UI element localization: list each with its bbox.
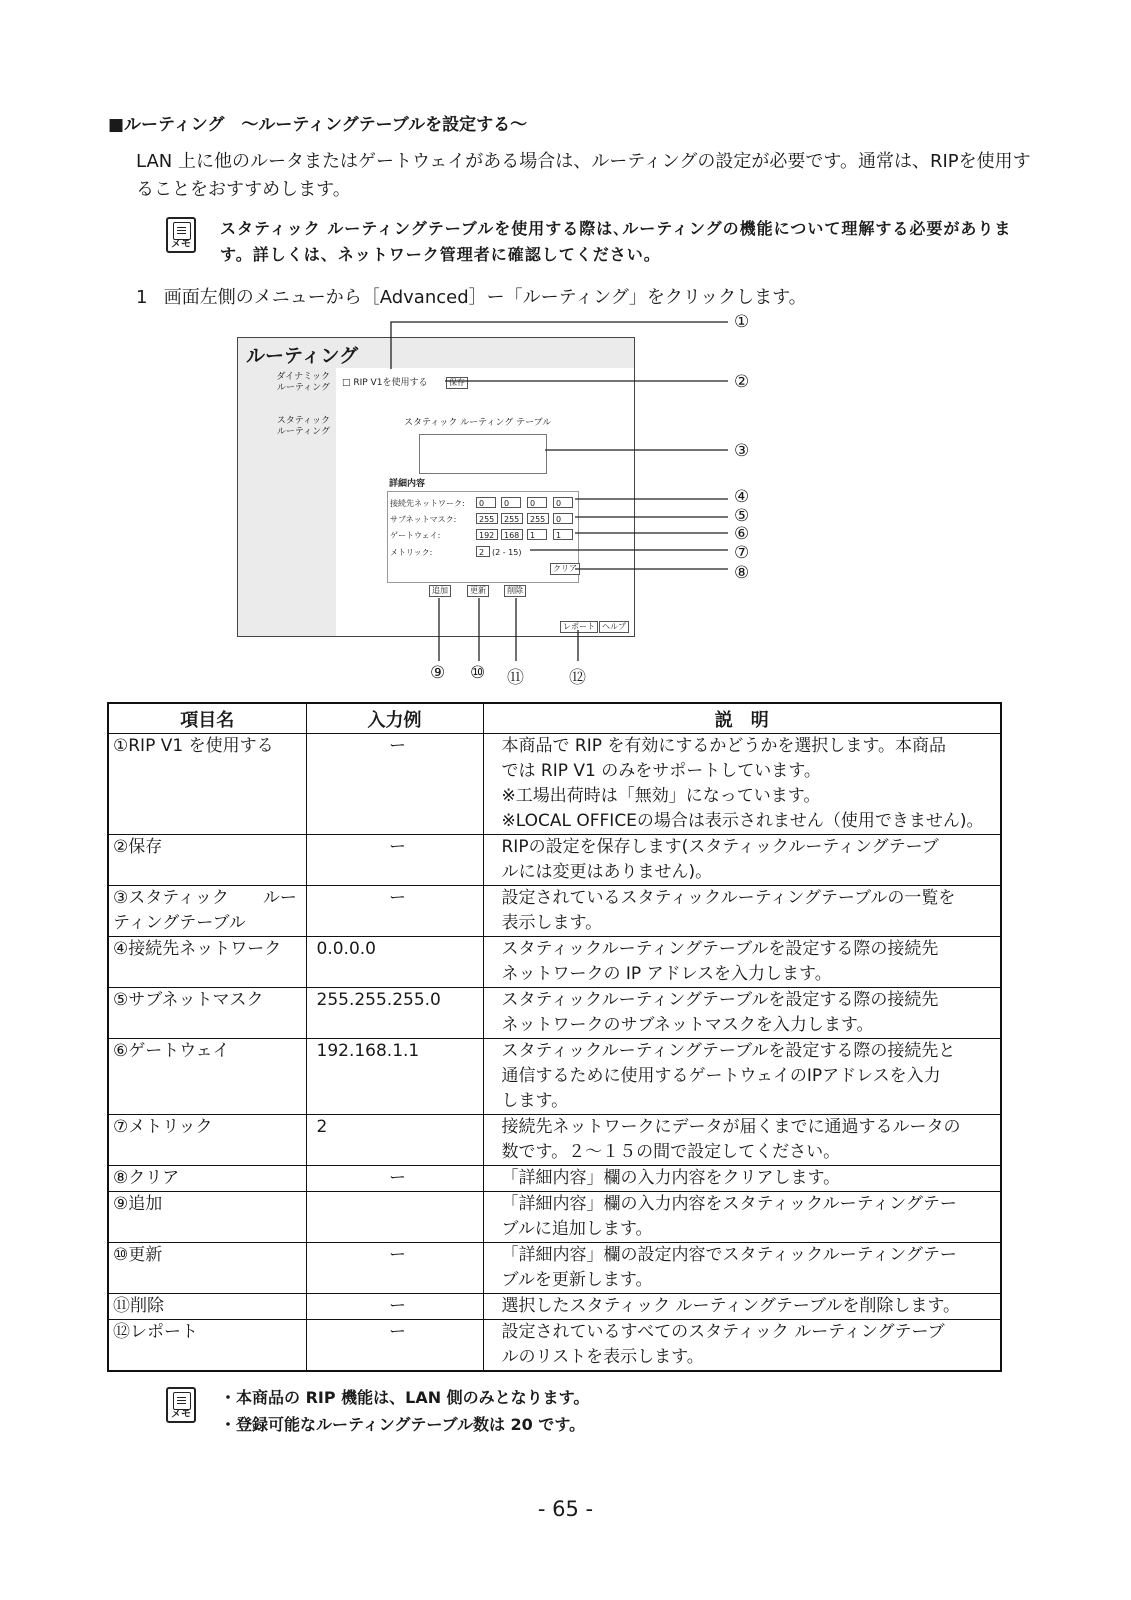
callout-lines xyxy=(0,0,1131,700)
callout-7: ⑦ xyxy=(734,543,750,563)
example-cell: ー xyxy=(306,835,483,886)
table-row xyxy=(108,1243,1001,1294)
table-row xyxy=(108,1294,1001,1320)
description-cell xyxy=(483,1115,1001,1166)
network-octet-3[interactable]: 0 xyxy=(527,497,547,508)
description-line: ネットワークのサブネットマスクを入力します。 xyxy=(501,1015,874,1035)
description-line: 選択したスタティック ルーティングテーブルを削除します。 xyxy=(501,1296,960,1316)
help-button[interactable]: ヘルプ xyxy=(599,621,629,633)
network-octet-1[interactable]: 0 xyxy=(476,497,496,508)
example-cell: 255.255.255.0 xyxy=(306,988,483,1039)
description-cell xyxy=(483,1294,1001,1320)
item-name-cell: ②保存 xyxy=(108,835,306,886)
memo-note-2-line-1: ・本商品の RIP 機能は、LAN 側のみとなります。 xyxy=(220,1388,590,1407)
table-row xyxy=(108,835,1001,886)
callout-3: ③ xyxy=(734,441,750,461)
add-button[interactable]: 追加 xyxy=(429,585,451,597)
mask-octet-1[interactable]: 255 xyxy=(476,513,498,524)
example-cell: ー xyxy=(306,886,483,937)
description-line: 「詳細内容」欄の入力内容をスタティックルーティングテー xyxy=(501,1194,957,1214)
network-label: 接続先ネットワーク: xyxy=(390,499,465,508)
item-name-cell: ⑪削除 xyxy=(108,1294,306,1320)
example-cell: 192.168.1.1 xyxy=(306,1039,483,1115)
description-line: ルのリストを表示します。 xyxy=(501,1347,704,1367)
description-cell xyxy=(483,937,1001,988)
description-line: 数です。２〜１５の間で設定してください。 xyxy=(501,1142,841,1162)
example-cell: ー xyxy=(306,734,483,835)
item-name-cell: ⑤サブネットマスク xyxy=(108,988,306,1039)
item-name-cell: ⑧クリア xyxy=(108,1166,306,1192)
example-cell: 0.0.0.0 xyxy=(306,937,483,988)
table-row xyxy=(108,1192,1001,1243)
step-text: 画面左側のメニューから［Advanced］ー「ルーティング」をクリックします。 xyxy=(163,287,807,308)
description-cell xyxy=(483,886,1001,937)
table-row xyxy=(108,1166,1001,1192)
description-cell xyxy=(483,1243,1001,1294)
example-cell: 2 xyxy=(306,1115,483,1166)
gateway-octet-1[interactable]: 192 xyxy=(476,529,498,540)
dynamic-routing-label: ダイナミック ルーティング xyxy=(276,372,330,393)
callout-12: ⑫ xyxy=(569,668,586,688)
item-name-cell: ⑨追加 xyxy=(108,1192,306,1243)
example-cell: ー xyxy=(306,1294,483,1320)
example-cell: ー xyxy=(306,1243,483,1294)
header-item-name: 項目名 xyxy=(108,703,306,734)
gateway-octet-2[interactable]: 168 xyxy=(501,529,523,540)
settings-table xyxy=(107,702,1002,1372)
static-table-title: スタティック ルーティング テーブル xyxy=(404,418,552,428)
example-cell xyxy=(306,1192,483,1243)
table-row xyxy=(108,1115,1001,1166)
description-cell xyxy=(483,1039,1001,1115)
gateway-octet-3[interactable]: 1 xyxy=(527,529,547,540)
item-name-cell: ⑥ゲートウェイ xyxy=(108,1039,306,1115)
metric-range: (2 - 15) xyxy=(492,548,522,557)
description-cell xyxy=(483,835,1001,886)
item-name-cell: ④接続先ネットワーク xyxy=(108,937,306,988)
network-octet-4[interactable]: 0 xyxy=(553,497,573,508)
table-row xyxy=(108,734,1001,835)
gateway-octet-4[interactable]: 1 xyxy=(553,529,573,540)
report-button[interactable]: レポート xyxy=(560,621,598,633)
callout-1: ① xyxy=(734,312,750,332)
item-name-cell: ⑦メトリック xyxy=(108,1115,306,1166)
memo-note-1: スタティック ルーティングテーブルを使用する際は､ルーティングの機能について理解する必要があります。詳しくは、ネットワーク管理者に確認してください。 xyxy=(220,219,1012,264)
mask-octet-2[interactable]: 255 xyxy=(501,513,523,524)
section-title: ■ルーティング 〜ルーティングテーブルを設定する〜 xyxy=(108,115,528,135)
network-octet-2[interactable]: 0 xyxy=(501,497,521,508)
header-description: 説 明 xyxy=(483,703,1001,734)
item-name-cell: ③スタティック ルーティングテーブル xyxy=(108,886,306,937)
metric-label: メトリック: xyxy=(390,548,433,557)
memo-icon-2 xyxy=(166,1387,196,1423)
screenshot-title: ルーティング xyxy=(246,345,359,367)
description-line: スタティックルーティングテーブルを設定する際の接続先と xyxy=(501,1041,956,1061)
description-line: では RIP V1 のみをサポートしています。 xyxy=(501,761,821,781)
callout-10: ⑩ xyxy=(470,663,486,683)
description-line: 本商品で RIP を有効にするかどうかを選択します。本商品 xyxy=(501,736,947,756)
description-line: します。 xyxy=(501,1091,569,1111)
description-line: 「詳細内容」欄の入力内容をクリアします。 xyxy=(501,1168,841,1188)
memo-note-2-line-2: ・登録可能なルーティングテーブル数は 20 です。 xyxy=(220,1415,586,1434)
description-cell xyxy=(483,1166,1001,1192)
callout-6: ⑥ xyxy=(734,524,750,544)
memo-icon-label: メモ xyxy=(171,239,191,250)
callout-5: ⑤ xyxy=(734,506,750,526)
description-line: ※LOCAL OFFICEの場合は表示されません（使用できません)。 xyxy=(501,811,984,831)
update-button[interactable]: 更新 xyxy=(467,585,489,597)
description-line: 接続先ネットワークにデータが届くまでに通過するルータの xyxy=(501,1117,961,1137)
page-number: - 65 - xyxy=(537,1497,594,1521)
save-button[interactable]: 保存 xyxy=(446,377,468,389)
table-row xyxy=(108,937,1001,988)
mask-octet-4[interactable]: 0 xyxy=(553,513,573,524)
example-cell: ー xyxy=(306,1320,483,1372)
rip-v1-checkbox[interactable]: □ RIP V1を使用する xyxy=(342,378,428,388)
description-line: ルには変更はありません)。 xyxy=(501,862,713,882)
callout-4: ④ xyxy=(734,487,750,507)
memo-note-2 xyxy=(220,1384,589,1438)
description-line: ※工場出荷時は「無効」になっています。 xyxy=(501,786,821,806)
table-row xyxy=(108,1039,1001,1115)
memo-icon-2-label: メモ xyxy=(171,1409,191,1420)
description-cell xyxy=(483,1320,1001,1372)
description-cell xyxy=(483,988,1001,1039)
item-name-cell: ⑫レポート xyxy=(108,1320,306,1372)
description-line: スタティックルーティングテーブルを設定する際の接続先 xyxy=(501,939,939,959)
gateway-label: ゲートウェイ: xyxy=(390,531,441,540)
clear-button[interactable]: クリア xyxy=(550,563,580,575)
callout-9: ⑨ xyxy=(430,663,446,683)
table-row xyxy=(108,886,1001,937)
description-line: スタティックルーティングテーブルを設定する際の接続先 xyxy=(501,990,939,1010)
item-name-cell: ⑩更新 xyxy=(108,1243,306,1294)
table-row xyxy=(108,988,1001,1039)
details-title: 詳細内容 xyxy=(389,479,426,489)
delete-button[interactable]: 削除 xyxy=(504,585,526,597)
step-number: 1 xyxy=(136,287,148,308)
metric-field[interactable]: 2 xyxy=(476,546,490,557)
example-cell: ー xyxy=(306,1166,483,1192)
mask-octet-3[interactable]: 255 xyxy=(527,513,549,524)
table-row xyxy=(108,1320,1001,1372)
description-line: ブルに追加します。 xyxy=(501,1219,653,1239)
description-line: 「詳細内容」欄の設定内容でスタティックルーティングテー xyxy=(501,1245,957,1265)
description-cell xyxy=(483,1192,1001,1243)
description-line: 表示します。 xyxy=(501,913,603,933)
mask-label: サブネットマスク: xyxy=(390,515,457,524)
static-routing-label: スタティック ルーティング xyxy=(276,416,330,437)
description-cell xyxy=(483,734,1001,835)
description-line: 設定されているスタティックルーティングテーブルの一覧を xyxy=(501,888,956,908)
intro-text: LAN 上に他のルータまたはゲートウェイがある場合は、ルーティングの設定が必要です。通常は、RIPを使用することをおすすめします。 xyxy=(136,151,1031,200)
description-line: 通信するために使用するゲートウェイのIPアドレスを入力 xyxy=(501,1066,941,1086)
header-example: 入力例 xyxy=(306,703,483,734)
callout-2: ② xyxy=(734,372,750,392)
callout-8: ⑧ xyxy=(734,563,750,583)
description-line: RIPの設定を保存します(スタティックルーティングテーブ xyxy=(501,837,939,857)
callout-11: ⑪ xyxy=(507,668,524,688)
description-line: ネットワークの IP アドレスを入力します。 xyxy=(501,964,832,984)
description-line: 設定されているすべてのスタティック ルーティングテーブ xyxy=(501,1322,945,1342)
table-header-row xyxy=(108,703,1001,734)
item-name-cell: ①RIP V1 を使用する xyxy=(108,734,306,835)
description-line: ブルを更新します。 xyxy=(501,1270,653,1290)
